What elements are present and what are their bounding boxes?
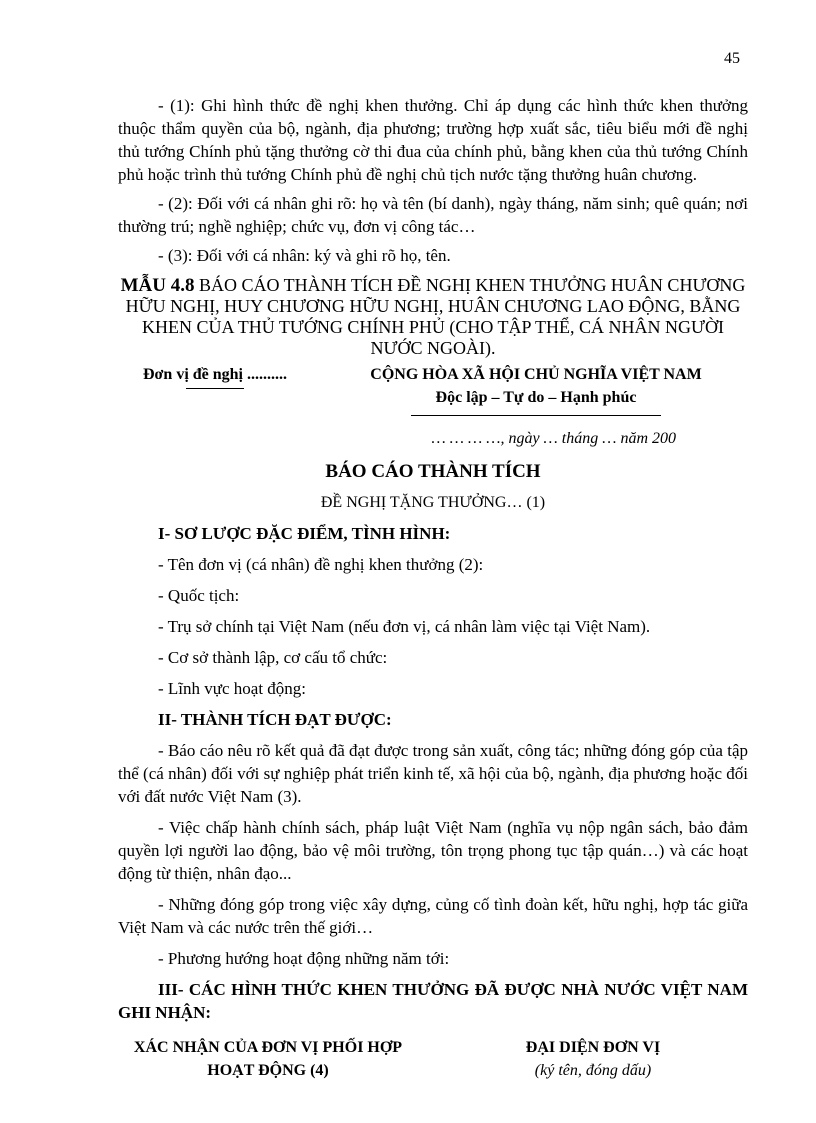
document-header <box>118 363 748 423</box>
report-subtitle: ĐỀ NGHỊ TẶNG THƯỞNG… (1) <box>320 494 546 511</box>
header-right <box>326 363 746 416</box>
section-1-line: - Trụ sở chính tại Việt Nam (nếu đơn vị, cá nhân làm việc tại Việt Nam). <box>158 617 651 636</box>
form-title: BÁO CÁO THÀNH TÍCH ĐỀ NGHỊ KHEN THƯỞNG HUÂN CHƯƠNG HỮU NGHỊ, HUY CHƯƠNG HỮU NGHỊ, HUÂN CHƯƠNG LAO ĐỘNG, BẰNG KHEN CỦA THỦ TƯỚNG CHÍNH PHỦ (CHO TẬP THỂ, CÁ NHÂN NGƯỜI NƯỚC NGOÀI). <box>125 275 746 358</box>
document-body <box>118 94 748 1096</box>
section-2-paragraph: - Những đóng góp trong việc xây dựng, củng cố tình đoàn kết, hữu nghị, hợp tác giữa Việt Nam và các nước trên thế giới… <box>118 895 748 937</box>
unit-underline <box>186 388 244 389</box>
representative-note: (ký tên, đóng dấu) <box>534 1062 652 1079</box>
section-1-line: - Quốc tịch: <box>158 586 240 605</box>
section-1-heading: I- SƠ LƯỢC ĐẶC ĐIỂM, TÌNH HÌNH: <box>158 524 451 543</box>
note-3: - (3): Đối với cá nhân: ký và ghi rõ họ, tên. <box>158 246 451 265</box>
header-left <box>120 363 310 389</box>
section-2-paragraph: - Phương hướng hoạt động những năm tới: <box>158 949 450 968</box>
section-2-paragraph: - Báo cáo nêu rõ kết quả đã đạt được trong sản xuất, công tác; những đóng góp của tập thể (cá nhân) đối với sự nghiệp phát triển kinh tế, xã hội của bộ, ngành, địa phương hoặc đối với đất nước Việt Nam (3). <box>118 741 748 806</box>
section-1-line: - Lĩnh vực hoạt động: <box>158 679 307 698</box>
country-name: CỘNG HÒA XÃ HỘI CHỦ NGHĨA VIỆT NAM <box>370 366 702 383</box>
section-1-line: - Tên đơn vị (cá nhân) đề nghị khen thưởng (2): <box>158 555 484 574</box>
date-line: … … … …, ngày … tháng … năm 200 <box>431 430 676 447</box>
partner-confirmation: XÁC NHẬN CỦA ĐƠN VỊ PHỐI HỢP HOẠT ĐỘNG (4) <box>133 1039 403 1079</box>
page-number: 45 <box>724 50 740 67</box>
note-2: - (2): Đối với cá nhân ghi rõ: họ và tên (bí danh), ngày tháng, năm sinh; quê quán; nơi thường trú; nghề nghiệp; chức vụ, đơn vị công tác… <box>118 194 748 236</box>
national-motto: Độc lập – Tự do – Hạnh phúc <box>435 389 637 406</box>
motto-underline <box>411 415 661 416</box>
section-3-heading: III- CÁC HÌNH THỨC KHEN THƯỞNG ĐÃ ĐƯỢC NHÀ NƯỚC VIỆT NAM GHI NHẬN: <box>118 980 748 1022</box>
proposing-unit: Đơn vị đề nghị .......... <box>143 366 287 383</box>
signature-block <box>118 1036 748 1096</box>
representative-title: ĐẠI DIỆN ĐƠN VỊ <box>525 1039 661 1056</box>
section-2-heading: II- THÀNH TÍCH ĐẠT ĐƯỢC: <box>158 710 392 729</box>
form-code: MẪU 4.8 <box>120 275 195 296</box>
unit-representative <box>468 1036 718 1082</box>
section-1-line: - Cơ sở thành lập, cơ cấu tổ chức: <box>158 648 388 667</box>
form-heading <box>118 275 748 359</box>
note-1: - (1): Ghi hình thức đề nghị khen thưởng. Chỉ áp dụng các hình thức khen thưởng thuộc thẩm quyền của bộ, ngành, địa phương; trường hợp xuất sắc, tiêu biểu mới đề nghị thủ tướng Chính phủ tặng thưởng cờ thi đua của chính phủ, bằng khen của thủ tướng Chính phủ hoặc trình thủ tướng Chính phủ đề nghị chủ tịch nước tặng thưởng huân chương. <box>118 96 748 184</box>
section-2-paragraph: - Việc chấp hành chính sách, pháp luật Việt Nam (nghĩa vụ nộp ngân sách, bảo đảm quyền lợi người lao động, bảo vệ môi trường, tôn trọng phong tục tập quán…) và các hoạt động từ thiện, nhân đạo... <box>118 818 748 883</box>
report-title: BÁO CÁO THÀNH TÍCH <box>325 461 541 482</box>
